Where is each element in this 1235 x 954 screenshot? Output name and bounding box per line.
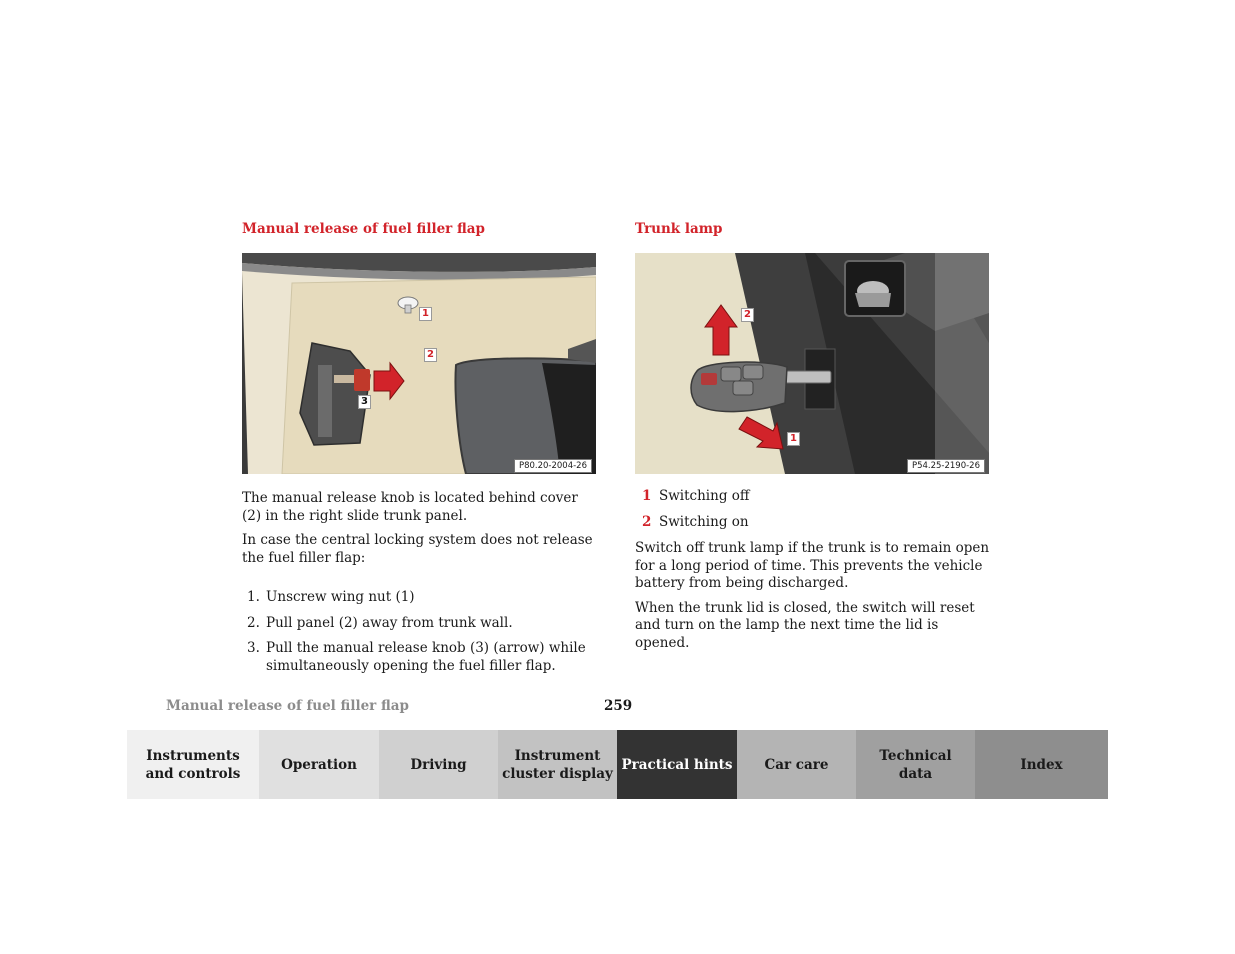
step-text: Pull the manual release knob (3) (arrow) while simultaneously opening the fuel filler flap. xyxy=(266,640,586,674)
list-item xyxy=(242,640,597,675)
tab-operation[interactable] xyxy=(259,730,379,799)
callout-2: 2 xyxy=(741,308,754,322)
step-number: 3. xyxy=(247,640,260,656)
tab-label: Practical hints xyxy=(621,756,733,773)
fuel-flap-description xyxy=(242,490,597,567)
legend-text: Switching on xyxy=(659,514,749,530)
trunk-lamp-illustration xyxy=(635,253,989,474)
legend-number: 2 xyxy=(642,514,652,530)
trunk-lamp-drawing xyxy=(635,253,989,474)
legend-number: 1 xyxy=(642,488,652,504)
callout-2: 2 xyxy=(424,348,437,362)
step-text: Unscrew wing nut (1) xyxy=(266,589,415,605)
paragraph: The manual release knob is located behind cover (2) in the right slide trunk panel. xyxy=(242,490,578,524)
callout-3: 3 xyxy=(358,395,371,409)
list-item xyxy=(242,589,597,607)
callout-1: 1 xyxy=(419,307,432,321)
list-item xyxy=(635,488,990,505)
chapter-nav xyxy=(127,730,1108,799)
list-item xyxy=(242,615,597,633)
tab-label: Instrument cluster display xyxy=(502,747,613,782)
tab-label: Technical data xyxy=(879,747,952,782)
step-number: 1. xyxy=(247,589,260,605)
section-heading-trunk-lamp: Trunk lamp xyxy=(635,221,723,237)
tab-practical-hints[interactable] xyxy=(617,730,737,799)
paragraph: Switch off trunk lamp if the trunk is to remain open for a long period of time. This prevents the vehicle battery from being discharged. xyxy=(635,540,990,591)
tab-index[interactable] xyxy=(975,730,1108,799)
tab-instrument-cluster-display[interactable] xyxy=(498,730,617,799)
paragraph: When the trunk lid is closed, the switch will reset and turn on the lamp the next time the lid is opened. xyxy=(635,599,975,651)
fuel-flap-illustration xyxy=(242,253,596,474)
tab-driving[interactable] xyxy=(379,730,498,799)
figure-code: P80.20-2004-26 xyxy=(514,459,592,473)
page-number: 259 xyxy=(604,698,633,714)
left-column xyxy=(242,220,597,683)
trunk-panel-drawing xyxy=(242,253,596,474)
tab-label: Car care xyxy=(764,756,829,773)
legend-text: Switching off xyxy=(659,488,750,504)
tab-label: Operation xyxy=(281,756,357,773)
paragraph: In case the central locking system does not release the fuel filler flap: xyxy=(242,532,593,566)
footer-section-title: Manual release of fuel filler flap xyxy=(166,698,409,714)
tab-instruments-and-controls[interactable] xyxy=(127,730,259,799)
tab-label: Instruments and controls xyxy=(145,747,241,782)
legend-list xyxy=(635,488,990,531)
callout-1: 1 xyxy=(787,432,800,446)
list-item xyxy=(635,514,990,531)
tab-label: Driving xyxy=(410,756,467,773)
section-heading-fuel-flap: Manual release of fuel filler flap xyxy=(242,221,485,237)
steps-list xyxy=(242,589,597,675)
step-text: Pull panel (2) away from trunk wall. xyxy=(266,614,513,631)
tab-car-care[interactable] xyxy=(737,730,856,799)
tab-technical-data[interactable] xyxy=(856,730,975,799)
step-number: 2. xyxy=(247,614,260,631)
trunk-lamp-description xyxy=(635,540,990,652)
figure-code: P54.25-2190-26 xyxy=(907,459,985,473)
right-column xyxy=(635,220,990,659)
tab-label: Index xyxy=(1020,756,1063,773)
